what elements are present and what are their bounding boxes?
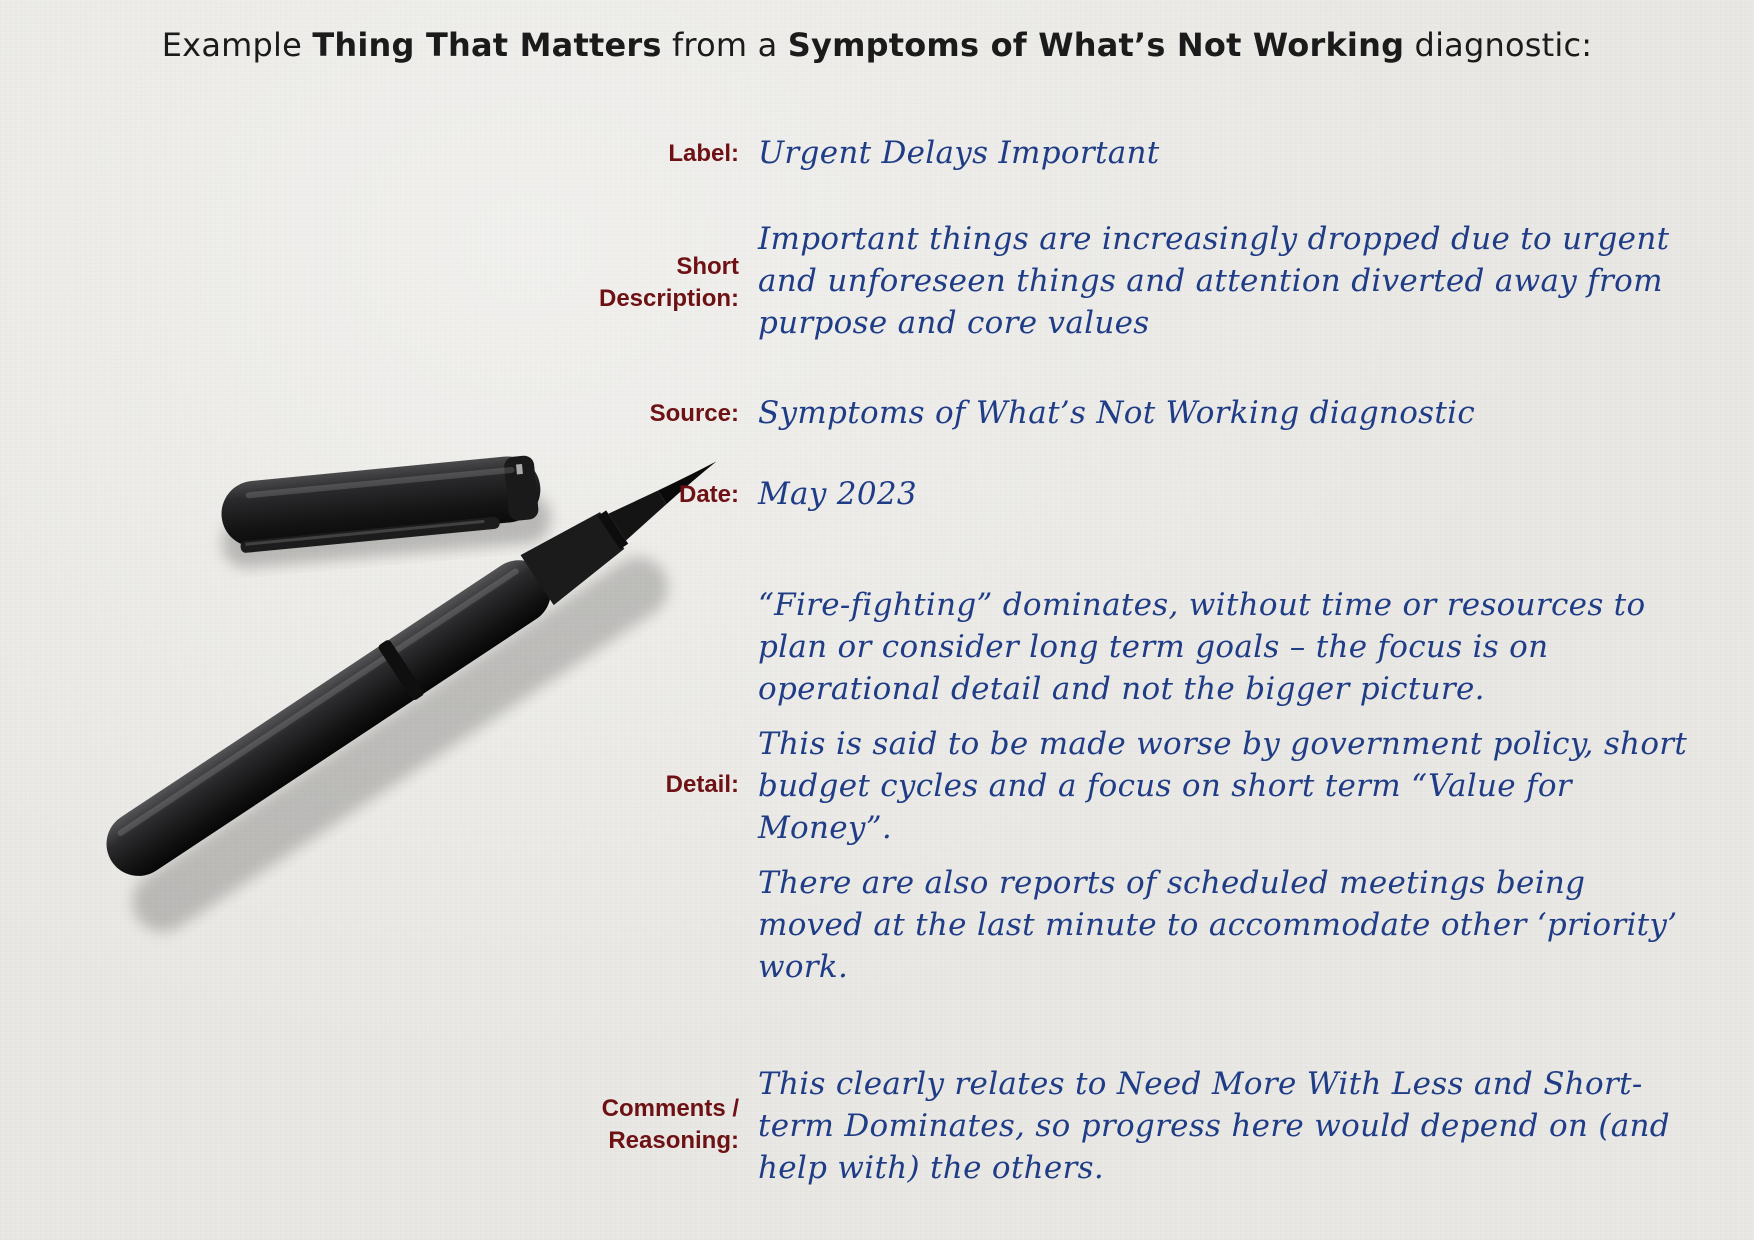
date-field-value: May 2023	[758, 476, 917, 512]
comments-name-line1: Comments /	[601, 1095, 739, 1122]
label-field-value: Urgent Delays Important	[758, 135, 1160, 171]
detail-field-value	[758, 584, 1688, 988]
short-description-field-value: Important things are increasingly dropped due to urgent and unforeseen things and attention diverted away from purpose and core values	[758, 221, 1670, 341]
heading-suffix: diagnostic:	[1404, 26, 1593, 64]
detail-paragraph-3: There are also reports of scheduled meetings being moved at the last minute to accommodate other ‘priority’ work.	[758, 865, 1678, 985]
comments-field-name	[479, 1093, 739, 1157]
detail-paragraph-2: This is said to be made worse by government policy, short budget cycles and a focus on short term “Value for Money”.	[758, 726, 1688, 846]
short-description-name-line1: Short	[676, 253, 739, 280]
short-description-field-name	[479, 251, 739, 315]
detail-field-name: Detail:	[665, 771, 739, 798]
comments-name-line2: Reasoning:	[608, 1127, 739, 1154]
label-field-name: Label:	[668, 140, 739, 167]
comments-field-value: This clearly relates to Need More With Less and Short-term Dominates, so progress here would depend on (and help with) the others.	[758, 1066, 1670, 1186]
heading-term-diagnostic: Symptoms of What’s Not Working	[787, 26, 1405, 64]
heading-prefix: Example	[161, 26, 313, 64]
heading-term-thing-that-matters: Thing That Matters	[312, 26, 662, 64]
source-field-name: Source:	[649, 400, 739, 427]
short-description-name-line2: Description:	[598, 285, 739, 312]
detail-paragraph-1: “Fire-fighting” dominates, without time or resources to plan or consider long term goals – the focus is on operational detail and not the bigger picture.	[758, 587, 1646, 707]
heading-middle: from a	[661, 26, 788, 64]
pen-body-shadow	[121, 546, 679, 944]
date-field-name: Date:	[678, 481, 739, 508]
source-field-value: Symptoms of What’s Not Working diagnostic	[758, 395, 1476, 431]
